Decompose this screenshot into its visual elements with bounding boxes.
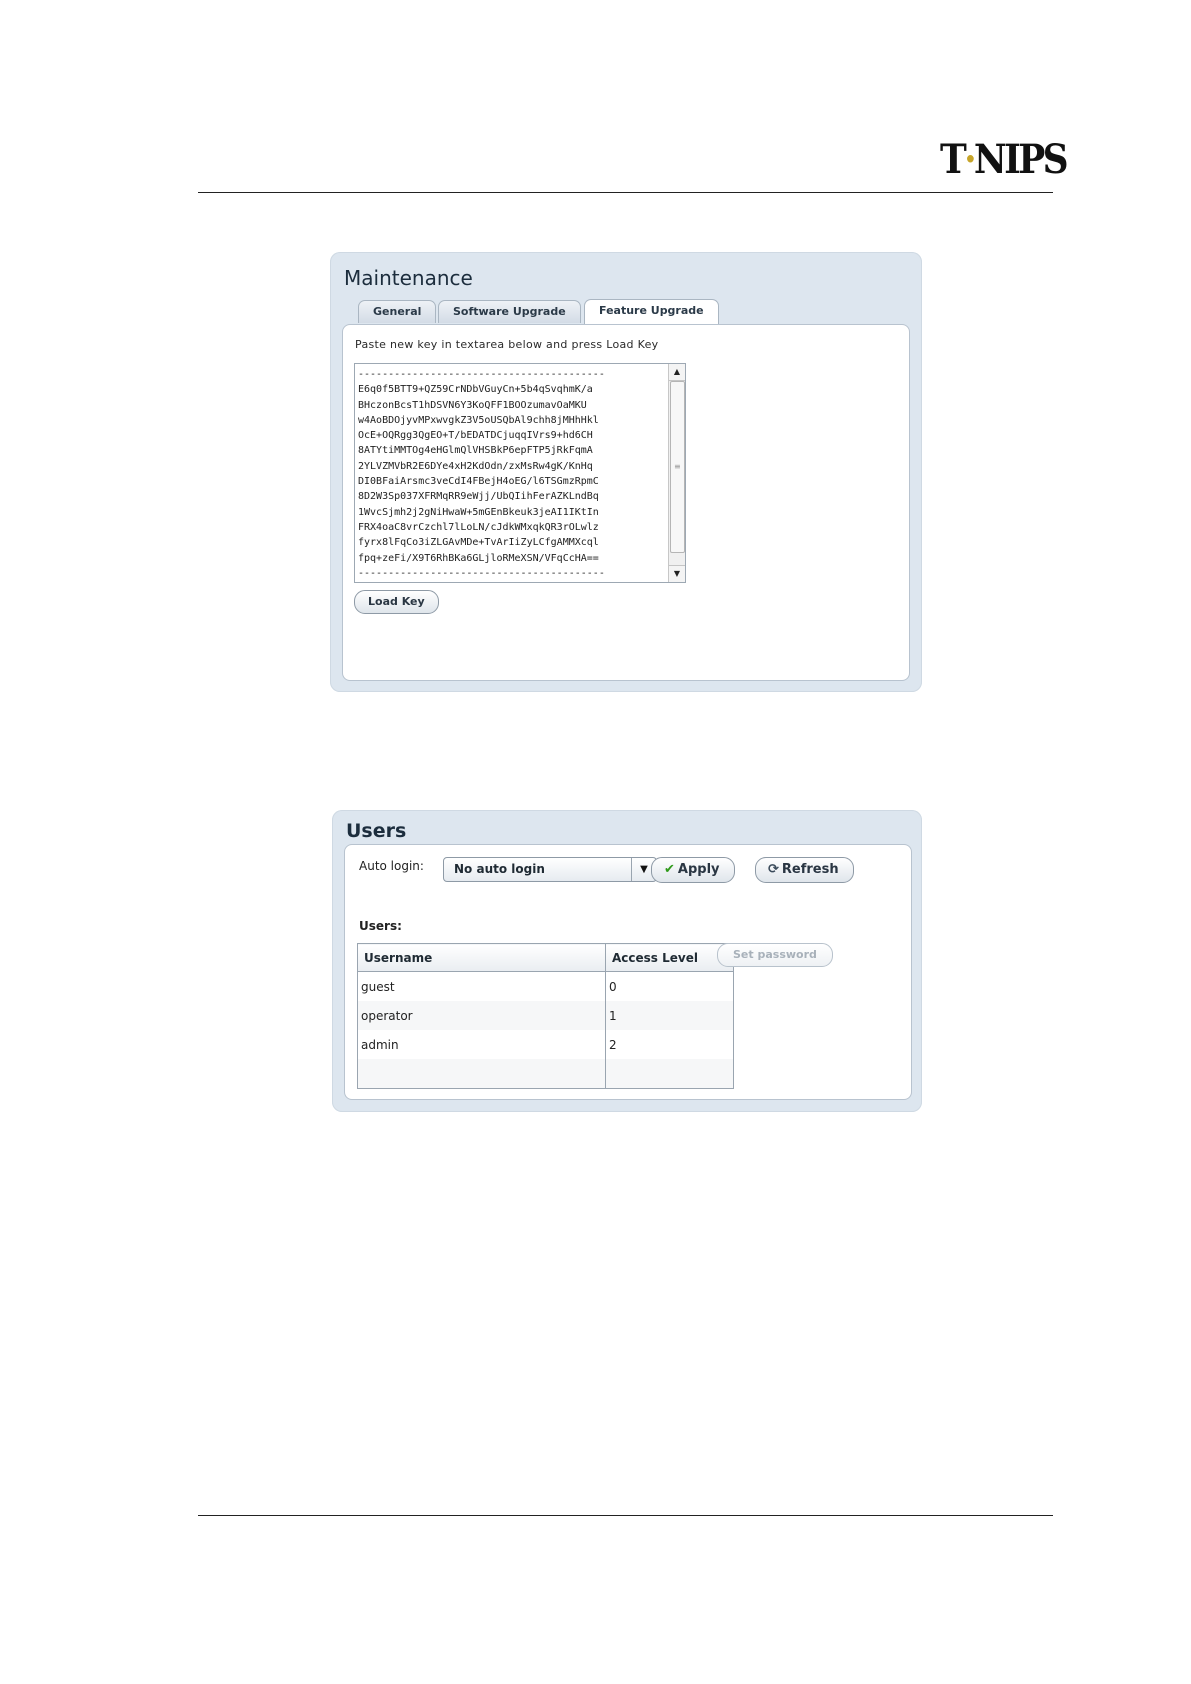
table-row[interactable] [358, 1059, 734, 1089]
auto-login-value: No auto login [454, 862, 545, 876]
cell-access-level: 0 [606, 972, 734, 1002]
key-textarea-content: ----------------------------------------- E6q0f5BTT9+QZ59CrNDbVGuyCn+5b4qSvqhmK/a BHczonBcsT1hDSVN6Y3KoQFF1BOOzumavOaMKU w4AoBDOjyvMPxwvgkZ3V5oUSQbAl9chh8jMHhHkl OcE+OQRgg3QgEO+T/bEDATDCjuqqIVrs9+hd6CH 8ATYtiMMTOg4eHGlmQlVHSBkP6epFTP5jRkFqmA 2YLVZMVbR2E6DYe4xH2KdOdn/zxMsRw4gK/KnHq DI0BFaiArsmc3veCdI4FBejH4oEG/l6TSGmzRpmC 8D2W3Sp037XFRMqRR9eWjj/UbQIihFerAZKLndBq 1WvcSjmh2j2gNiHwaW+5mGEnBkeuk3jeAI1IKtIn FRX4oaC8vrCzchl7lLoLN/cJdkWMxqkQR3rOLwlz fyrx8lFqCo3iZLGAvMDe+TvArIiZyLCfgAMMXcql fpq+zeFi/X9T6RhBKa6GLjloRMeXSN/VFqCcHA== ----------------------------------------- [358, 369, 605, 579]
cell-access-level [606, 1059, 734, 1089]
scroll-thumb[interactable] [670, 381, 685, 553]
key-textarea[interactable] [354, 363, 686, 583]
footer-rule [198, 1515, 1053, 1516]
tab-general[interactable]: General [358, 300, 436, 323]
table-row[interactable] [358, 972, 734, 1002]
cell-username: operator [358, 1001, 606, 1030]
refresh-button[interactable] [755, 857, 854, 883]
tab-software-upgrade[interactable]: Software Upgrade [438, 300, 581, 323]
apply-label: Apply [677, 862, 720, 877]
key-instruction: Paste new key in textarea below and press Load Key [355, 338, 659, 351]
refresh-icon: ⟳ [768, 862, 779, 877]
users-panel [332, 810, 922, 1112]
chevron-down-icon[interactable]: ▼ [631, 858, 656, 881]
users-content [344, 844, 912, 1100]
cell-username: admin [358, 1030, 606, 1059]
auto-login-select[interactable] [443, 857, 657, 882]
cell-access-level: 1 [606, 1001, 734, 1030]
cell-access-level: 2 [606, 1030, 734, 1059]
scroll-up-icon[interactable]: ▲ [669, 364, 685, 381]
maintenance-title: Maintenance [344, 266, 473, 290]
column-header-access-level[interactable]: Access Level [606, 944, 734, 972]
auto-login-label: Auto login: [359, 859, 424, 873]
feature-upgrade-content [342, 324, 910, 681]
refresh-label: Refresh [781, 862, 839, 877]
users-title: Users [346, 820, 407, 842]
users-list-label: Users: [359, 919, 402, 933]
users-table [357, 943, 734, 1089]
column-header-username[interactable]: Username [358, 944, 606, 972]
grip-icon: ≡ [674, 462, 681, 471]
table-row[interactable] [358, 1030, 734, 1059]
cell-username [358, 1059, 606, 1089]
maintenance-panel [330, 252, 922, 692]
scroll-down-icon[interactable]: ▼ [669, 565, 685, 582]
tab-feature-upgrade[interactable]: Feature Upgrade [584, 299, 719, 324]
cell-username: guest [358, 972, 606, 1002]
checkmark-icon: ✔ [664, 862, 675, 877]
load-key-button[interactable]: Load Key [354, 590, 439, 614]
table-row[interactable] [358, 1001, 734, 1030]
apply-button[interactable] [651, 857, 735, 883]
brand-logo: T·NIPS [940, 136, 1066, 183]
textarea-scrollbar[interactable] [668, 364, 685, 582]
header-rule [198, 192, 1053, 193]
set-password-button[interactable]: Set password [717, 943, 833, 967]
